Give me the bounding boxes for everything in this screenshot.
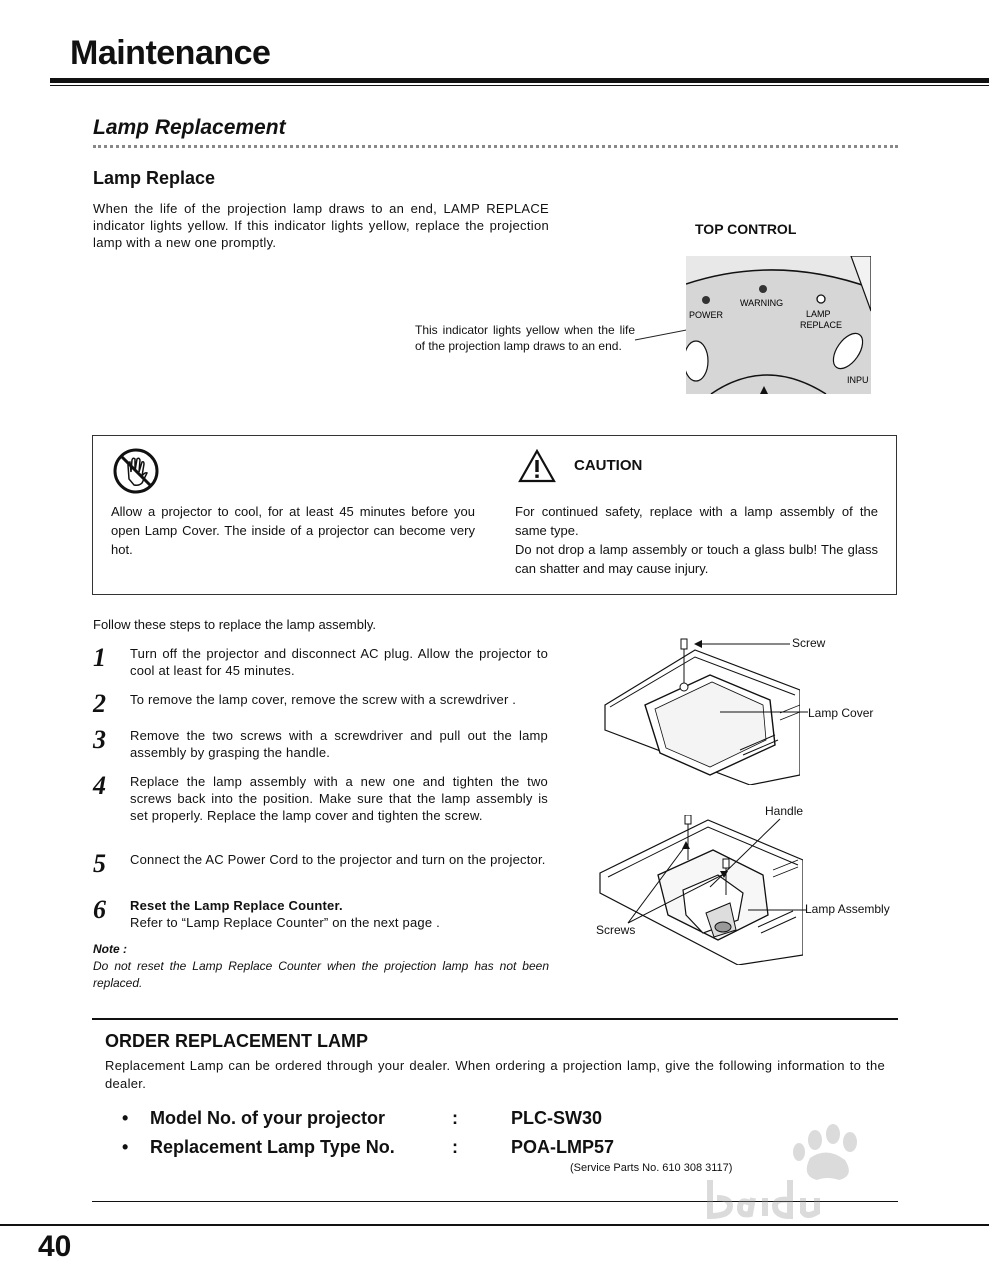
order-section-rule xyxy=(92,1018,898,1020)
caution-label: CAUTION xyxy=(574,457,643,474)
intro-paragraph: When the life of the projection lamp draws to an end, LAMP REPLACE indicator lights yellow. If this indicator lights yellow, replace the projection lamp with a new one promptly. xyxy=(93,201,549,250)
step-text: Remove the two screws with a screwdriver and pull out the lamp assembly by grasping the handle. xyxy=(130,728,548,760)
top-control-panel-illustration xyxy=(686,256,871,394)
page-title: Maintenance xyxy=(70,34,271,72)
caution-text-line-2: Do not drop a lamp assembly or touch a glass bulb! The glass can shatter and may cause injury. xyxy=(515,542,878,576)
step-text: Replace the lamp assembly with a new one and tighten the two screws back into the position. Make sure that the lamp assembly is set properly. Replace the lamp cover and tighten the screw. xyxy=(130,774,548,823)
steps-intro: Follow these steps to replace the lamp assembly. xyxy=(93,617,377,632)
step-text: To remove the lamp cover, remove the screw with a screwdriver . xyxy=(130,692,517,707)
caution-triangle-icon xyxy=(518,449,556,483)
step-number: 6 xyxy=(93,895,106,924)
order-heading: ORDER REPLACEMENT LAMP xyxy=(105,1031,369,1051)
order-row-value: PLC-SW30 xyxy=(511,1108,603,1128)
order-row-label: Replacement Lamp Type No. xyxy=(150,1137,395,1157)
header-rule-thin xyxy=(50,85,989,86)
page-number: 40 xyxy=(38,1230,72,1263)
step-text: Turn off the projector and disconnect AC plug. Allow the projector to cool at least for 45 minutes. xyxy=(130,646,548,678)
note-heading: Note : xyxy=(93,942,127,956)
label-lamp-assembly: Lamp Assembly xyxy=(805,902,890,916)
label-screws: Screws xyxy=(596,923,636,937)
order-row-sep: : xyxy=(452,1137,458,1157)
section-title: Lamp Replacement xyxy=(93,116,286,139)
panel-label-lamp: LAMP xyxy=(806,309,831,319)
order-text: Replacement Lamp can be ordered through your dealer. When ordering a projection lamp, give the following information to the dealer. xyxy=(105,1058,885,1091)
step-detail: Refer to “Lamp Replace Counter” on the next page . xyxy=(130,915,440,930)
step-number: 1 xyxy=(93,643,106,672)
lamp-cover-leader xyxy=(720,706,810,718)
indicator-callout: This indicator lights yellow when the life of the projection lamp draws to an end. xyxy=(415,323,635,353)
caution-text-line-1: For continued safety, replace with a lamp assembly of the same type. xyxy=(515,504,878,538)
header-rule xyxy=(50,78,989,83)
service-parts-number: (Service Parts No. 610 308 3117) xyxy=(570,1162,733,1174)
panel-label-replace: REPLACE xyxy=(800,320,843,330)
step-number: 5 xyxy=(93,849,106,878)
label-lamp-cover: Lamp Cover xyxy=(808,706,874,720)
screw-leader xyxy=(690,636,790,652)
note-text: Do not reset the Lamp Replace Counter when the projection lamp has not been replaced. xyxy=(93,959,549,990)
panel-label-warning: WARNING xyxy=(740,298,784,308)
order-row-label: Model No. of your projector xyxy=(150,1108,386,1128)
heat-warning-text: Allow a projector to cool, for at least 45 minutes before you open Lamp Cover. The inside of a projector can become very hot. xyxy=(111,504,475,557)
panel-label-power: POWER xyxy=(689,310,724,320)
caution-text xyxy=(515,502,878,578)
step-text: Connect the AC Power Cord to the projector and turn on the projector. xyxy=(130,852,546,867)
bullet-icon: • xyxy=(122,1108,129,1128)
label-screw: Screw xyxy=(792,636,826,650)
subheading: Lamp Replace xyxy=(93,168,216,188)
step-title: Reset the Lamp Replace Counter. xyxy=(130,898,343,913)
dotted-divider xyxy=(93,145,898,148)
step-number: 3 xyxy=(93,725,106,754)
no-touch-hot-icon xyxy=(112,447,160,495)
step-number: 2 xyxy=(93,689,106,718)
baidu-watermark-logo xyxy=(695,1118,935,1238)
top-control-heading: TOP CONTROL xyxy=(695,221,797,237)
panel-label-input: INPU xyxy=(847,375,869,385)
label-handle: Handle xyxy=(765,804,804,818)
order-row-sep: : xyxy=(452,1108,458,1128)
step-number: 4 xyxy=(93,771,106,800)
step-text xyxy=(130,897,548,931)
bullet-icon: • xyxy=(122,1137,129,1157)
order-row-value: POA-LMP57 xyxy=(511,1137,615,1157)
